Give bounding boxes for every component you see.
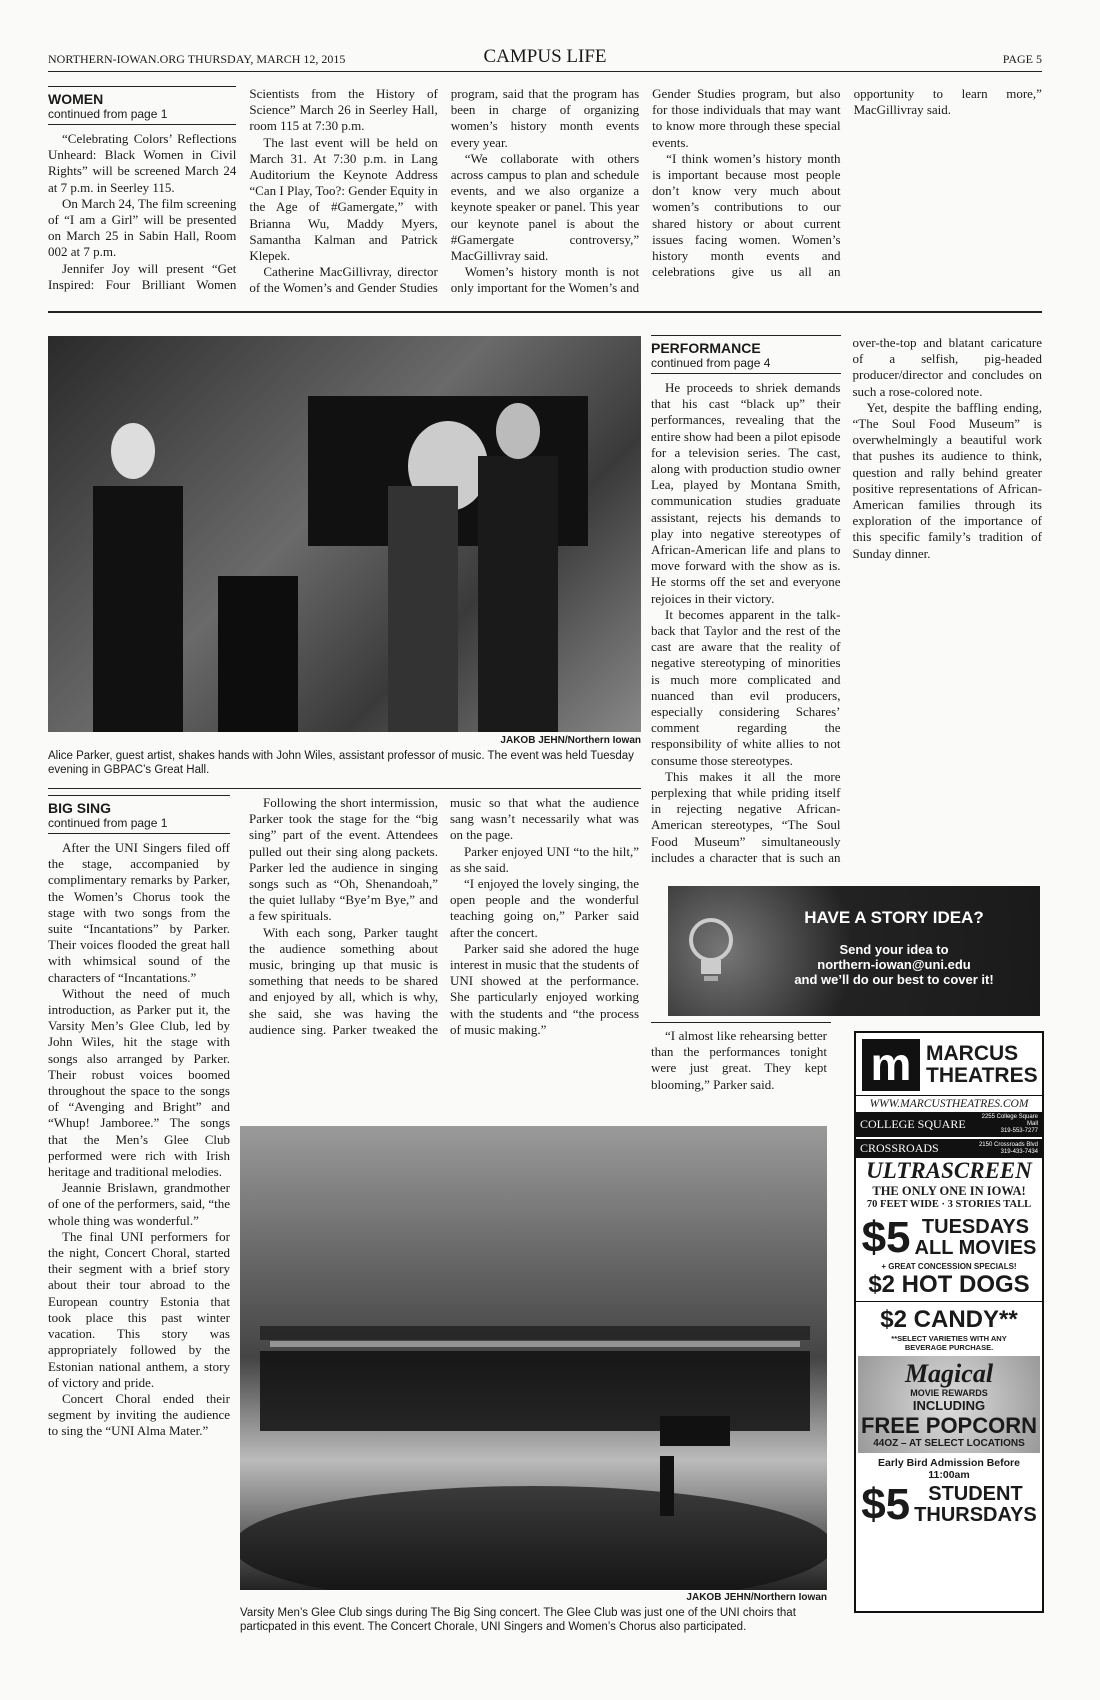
candy-note: **SELECT VARIETIES WITH ANY BEVERAGE PURCHASE. [891, 1334, 1007, 1352]
location-college-square: COLLEGE SQUARE 2255 College Square Mall 319-553-7277 [856, 1112, 1042, 1137]
paragraph: “I think women’s history month is important because most people don’t know very much about women’s contributions to our shared history or about current issues facing women. Women’s history month events and celebrations give us all an opportunity to learn more,” MacGillivray said. [652, 86, 1042, 280]
performance-headline: PERFORMANCE [651, 340, 761, 356]
location-crossroads: CROSSROADS 2150 Crossroads Blvd 319-433-7434 [856, 1139, 1042, 1158]
photo-parker-handshake [48, 336, 641, 732]
women-headline: WOMEN [48, 91, 104, 107]
performance-article [651, 335, 1042, 875]
paragraph: Catherine MacGillivray, director of the Women’s and Gender Studies program, said that the program has been in charge of organizing women’s history month events every year. [249, 86, 640, 296]
popcorn-note: 44OZ – AT SELECT LOCATIONS [873, 1438, 1025, 1449]
paragraph: On March 24, The film screening of “I am a Girl” will be presented on March 25 in Sabin Hall, Room 002 at 7 p.m. [48, 195, 237, 260]
photo1-caption: Alice Parker, guest artist, shakes hands with John Wiles, assistant professor of music. The event was held Tuesday evening in GBPAC’s Great Hall. [48, 750, 634, 776]
hot-dogs: $2 HOT DOGS [856, 1271, 1042, 1302]
paragraph: After the UNI Singers filed off the stage, accompanied by complimentary remarks by Parker, the Women’s Chorus took the stage with two songs from the suite “Incantations” by Parker. Their voices flooded the great hall with whimsical sound of the characters of “Incantations.” [48, 840, 230, 985]
paragraph: This makes it all the more perplexing that while priding itself in rejecting negative African-American stereotypes, “The Soul Food Museum” simultaneously includes a character that is such an over-the-top and blatant caricature of a selfish, pig-headed producer/director and concludes on such a rose-colored note. [651, 335, 1042, 865]
story-ad-line1: Send your idea to [839, 942, 949, 957]
early-bird: Early Bird Admission Before 11:00am [878, 1457, 1020, 1481]
student: STUDENT [928, 1483, 1023, 1505]
bigsing-headline: BIG SING [48, 800, 112, 816]
candy: $2 CANDY** [880, 1306, 1018, 1333]
photo-figures [48, 336, 641, 732]
student-price: $5 [861, 1480, 911, 1529]
marcus-logo: m [862, 1039, 920, 1091]
ultrascreen: ULTRASCREEN [866, 1158, 1032, 1183]
performance-kicker [651, 335, 841, 374]
story-idea-ad [668, 886, 1040, 1016]
women-article [48, 86, 1042, 308]
paragraph: “Celebrating Colors’ Reflections Unheard: Black Women in Civil Rights” will be screened March 24 at 7 p.m. in Seerley 115. [48, 131, 237, 195]
paragraph: Parker enjoyed UNI “to the hilt,” as she said. [450, 843, 639, 875]
performance-continued: continued from page 4 [651, 356, 841, 374]
paragraph: The last event will be held on March 31. At 7:30 p.m. in Lang Auditorium the Keynote Address “Can I Play, Too?: Gender Equity in the Age of #Gamergate,” with Brianna Wu, Maddy Myers, Samantha Kalman and Patrick Klepek. [249, 134, 438, 264]
header-site-date: NORTHERN-IOWAN.ORG THURSDAY, MARCH 12, 2015 [48, 52, 346, 66]
bigsing-article-col4 [651, 1028, 827, 1093]
paragraph: He proceeds to shriek demands that his cast “black up” their performances, revealing that the entire show had been a pilot episode for a television series. The cast, along with production studio owner Lea, played by Montana Smith, communication studies graduate assistant, rejects his demands to play into negative stereotypes of African-American life and plans to move forward with the show as is. He storms off the set and everyone rejoices in their victory. [651, 380, 841, 606]
paragraph: Jennifer Joy will present “Get Inspired: Four Brilliant Women Scientists from the History of Science” March 26 in Seerley Hall, room 115 at 7:30 p.m. [48, 86, 438, 292]
paragraph: “I enjoyed the lovely singing, the open people and the wonderful teaching going on,” Parker said after the concert. [450, 876, 639, 940]
all-movies: ALL MOVIES [914, 1237, 1037, 1259]
marcus-url[interactable]: WWW.MARCUSTHEATRES.COM [869, 1098, 1029, 1110]
photo-glee-club [240, 1126, 827, 1590]
free-popcorn: FREE POPCORN [860, 1413, 1038, 1438]
lightbulb-icon [686, 916, 736, 986]
divider [651, 1022, 831, 1023]
women-kicker [48, 86, 236, 125]
paragraph: It becomes apparent in the talk-back that Taylor and the rest of the cast are aware that the reality of negative stereotyping of minorities is much more complicated and nuanced than evil producers, especially considering Schares’ comment regarding the responsibility of white allies to not consume those stereotypes. [651, 606, 841, 768]
photo2-caption: Varsity Men’s Glee Club sings during The Big Sing concert. The Glee Club was just one of the UNI choirs that particpated in this event. The Concert Chorale, UNI Singers and Women’s Chorus also participated. [240, 1607, 796, 1633]
paragraph: Parker said she adored the huge interest in music that the students of UNI showed at the performance. She particularly enjoyed working with the students and “the process of music making.” [450, 940, 639, 1037]
bigsing-article-cols [249, 795, 639, 1038]
story-ad-email[interactable]: northern-iowan@uni.edu [817, 957, 971, 972]
thursdays: THURSDAYS [914, 1504, 1037, 1526]
tuesday-price: $5 [861, 1213, 911, 1262]
photo-choir [240, 1126, 827, 1590]
paragraph: Women’s history month is not only important for the Women’s and Gender Studies program, but also for those individuals that may want to know more through these special events. [450, 86, 841, 296]
paragraph: The final UNI performers for the night, Concert Choral, started their segment with a brief story about their tour abroad to the European country Estonia that took place this past winter vacation. This story was appropriately followed by the Estonian national anthem, a story of victory and pride. [48, 1228, 230, 1390]
concession-specials: + GREAT CONCESSION SPECIALS! [881, 1262, 1017, 1271]
page-number: PAGE 5 [1002, 52, 1042, 66]
bigsing-article-col1 [48, 795, 230, 1440]
paragraph: Jeannie Brislawn, grandmother of one of the performers, said, “the whole thing was wonderful.” [48, 1180, 230, 1228]
paragraph: “I almost like rehearsing better than the performances tonight were just great. They kept blooming,” Parker said. [651, 1028, 827, 1092]
including: INCLUDING [912, 1398, 986, 1413]
paragraph: With each song, Parker taught the audience something about music, bringing up that music is something that needs to be shared and enjoyed by all, which is why, she said, she was having the audience sing. Parker tweaked the music so that what the audience sang wasn’t necessarily what was on the page. [249, 795, 639, 1037]
paragraph: “We collaborate with others across campus to plan and schedule events, and we also organize a keynote speaker or panel. This year our keynote panel is about the #Gamergate controversy,” MacGillivray said. [450, 150, 640, 264]
marcus-name1: MARCUS [926, 1042, 1019, 1065]
paragraph: Yet, despite the baffling ending, “The Soul Food Museum” is overwhelmingly a beautiful work that pushes its audience to think, question and rally behind greater positive representations of African-American families through its exploration of the importance of this specific family’s tradition of Sunday dinner. [852, 399, 1042, 561]
section-title: CAMPUS LIFE [483, 46, 607, 67]
paragraph: Without the need of much introduction, as Parker put it, the Varsity Men’s Glee Club, led by John Wiles, hit the stage with songs also arranged by Parker. Their robust voices boomed throughout the space to the songs of “Avenging and Bright” and “Whup! Jamboree.” The songs that the Men’s Glee Club performed were rich with Irish heritage and traditional melodies. [48, 985, 230, 1180]
movie-rewards: MOVIE REWARDS [910, 1388, 988, 1398]
story-ad-line3: and we’ll do our best to cover it! [794, 972, 994, 987]
marcus-name2: THEATRES [926, 1064, 1038, 1087]
bigsing-kicker [48, 795, 230, 834]
paragraph: Concert Choral ended their segment by inviting the audience to sing the “UNI Alma Mater.” [48, 1390, 230, 1439]
page-header [48, 48, 1042, 72]
photo1-credit: JAKOB JEHN/Northern Iowan [500, 735, 641, 746]
photo2-credit: JAKOB JEHN/Northern Iowan [686, 1592, 827, 1603]
ultra-size: 70 FEET WIDE · 3 STORIES TALL [866, 1199, 1032, 1210]
women-continued: continued from page 1 [48, 107, 236, 125]
magical-rewards-logo: Magical [904, 1359, 994, 1388]
story-ad-title: HAVE A STORY IDEA? [804, 908, 984, 927]
bigsing-continued: continued from page 1 [48, 816, 230, 834]
divider [48, 788, 641, 789]
ultra-only: THE ONLY ONE IN IOWA! [872, 1184, 1026, 1198]
tuesdays: TUESDAYS [921, 1216, 1029, 1238]
paragraph: Following the short intermission, Parker took the stage for the “big sing” part of the event. Attendees pulled out their sing along packets. Parker led the audience in singing songs such as “Oh, Shenandoah,” the quiet lullaby “Bye’m Bye,” and a few spirituals. [249, 795, 438, 924]
section-divider [48, 311, 1042, 313]
marcus-theatres-ad [854, 1031, 1044, 1613]
